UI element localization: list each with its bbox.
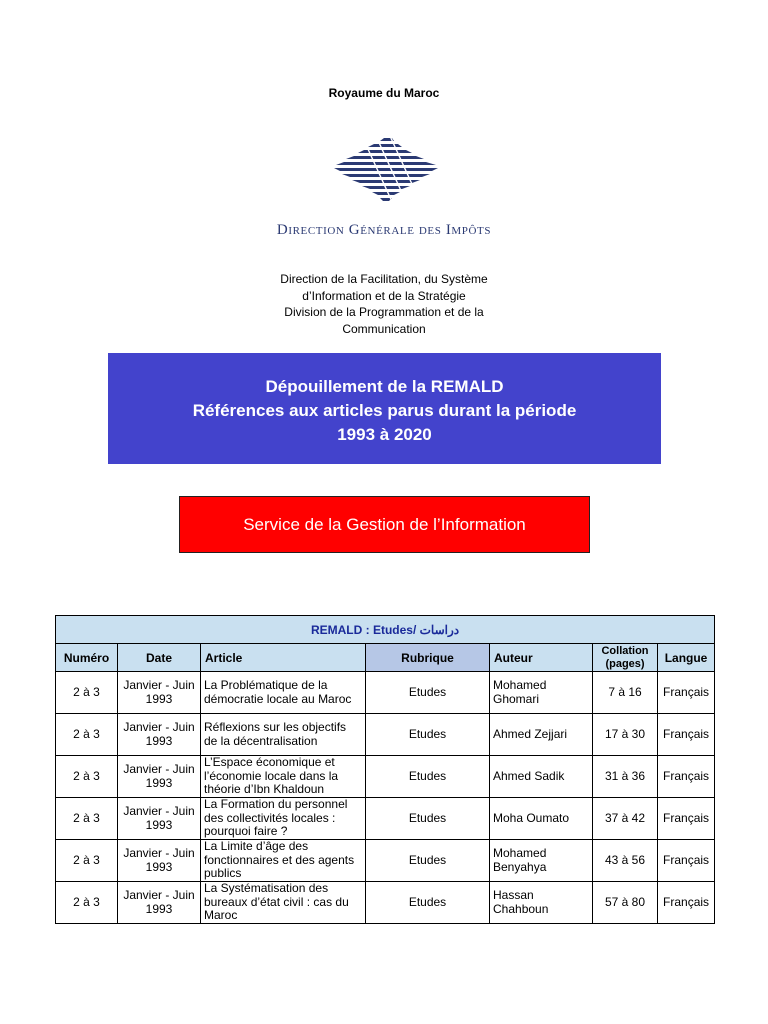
cell-article: Réflexions sur les objectifs de la décentralisation — [201, 714, 366, 756]
department-block — [0, 271, 768, 337]
cell-langue: Français — [658, 714, 715, 756]
table-row — [56, 798, 715, 840]
cell-auteur: Mohamed Ghomari — [490, 672, 593, 714]
cell-auteur: Mohamed Benyahya — [490, 840, 593, 882]
department-line: Communication — [342, 321, 426, 336]
cell-auteur: Ahmed Sadik — [490, 756, 593, 798]
cell-article: La Limite d’âge des fonctionnaires et des agents publics — [201, 840, 366, 882]
table-row — [56, 882, 715, 924]
title-line: 1993 à 2020 — [337, 425, 432, 444]
column-header-auteur: Auteur — [490, 644, 593, 672]
cell-langue: Français — [658, 882, 715, 924]
cell-rubrique: Etudes — [366, 714, 490, 756]
service-banner: Service de la Gestion de l’Information — [179, 496, 590, 553]
cell-numero: 2 à 3 — [56, 756, 118, 798]
cell-rubrique: Etudes — [366, 798, 490, 840]
cell-langue: Français — [658, 672, 715, 714]
column-header-collation: Collation (pages) — [593, 644, 658, 672]
cell-article: L’Espace économique et l’économie locale dans la théorie d’Ibn Khaldoun — [201, 756, 366, 798]
table-section-band: REMALD : Etudes/ دراسات — [56, 616, 715, 644]
column-header-rubrique: Rubrique — [366, 644, 490, 672]
cell-article: La Formation du personnel des collectivités locales : pourquoi faire ? — [201, 798, 366, 840]
cell-collation: 57 à 80 — [593, 882, 658, 924]
table-row — [56, 714, 715, 756]
department-line: Division de la Programmation et de la — [284, 305, 484, 319]
cell-date: Janvier - Juin 1993 — [118, 840, 201, 882]
table-row — [56, 756, 715, 798]
cell-date: Janvier - Juin 1993 — [118, 798, 201, 840]
document-title-box — [108, 353, 661, 464]
cell-auteur: Moha Oumato — [490, 798, 593, 840]
cell-article: La Systématisation des bureaux d’état civil : cas du Maroc — [201, 882, 366, 924]
cell-collation: 17 à 30 — [593, 714, 658, 756]
cell-numero: 2 à 3 — [56, 714, 118, 756]
column-header-langue: Langue — [658, 644, 715, 672]
cell-collation: 37 à 42 — [593, 798, 658, 840]
table-row — [56, 672, 715, 714]
cell-date: Janvier - Juin 1993 — [118, 672, 201, 714]
cell-auteur: Hassan Chahboun — [490, 882, 593, 924]
cell-rubrique: Etudes — [366, 672, 490, 714]
column-header-date: Date — [118, 644, 201, 672]
cell-numero: 2 à 3 — [56, 882, 118, 924]
dgi-logo — [332, 136, 440, 216]
cell-date: Janvier - Juin 1993 — [118, 756, 201, 798]
department-line: Direction de la Facilitation, du Système — [280, 272, 488, 286]
cell-collation: 31 à 36 — [593, 756, 658, 798]
articles-table — [55, 615, 715, 924]
cell-langue: Français — [658, 840, 715, 882]
cell-rubrique: Etudes — [366, 882, 490, 924]
table-row — [56, 840, 715, 882]
cell-collation: 7 à 16 — [593, 672, 658, 714]
department-line: d’Information et de la Stratégie — [302, 288, 466, 303]
cell-auteur: Ahmed Zejjari — [490, 714, 593, 756]
column-header-article: Article — [201, 644, 366, 672]
cell-date: Janvier - Juin 1993 — [118, 714, 201, 756]
title-line: Références aux articles parus durant la période — [192, 401, 577, 420]
cell-article: La Problématique de la démocratie locale au Maroc — [201, 672, 366, 714]
title-line: Dépouillement de la REMALD — [265, 377, 504, 396]
cell-numero: 2 à 3 — [56, 840, 118, 882]
cell-collation: 43 à 56 — [593, 840, 658, 882]
cell-langue: Français — [658, 798, 715, 840]
cell-numero: 2 à 3 — [56, 672, 118, 714]
column-header-numero: Numéro — [56, 644, 118, 672]
cell-numero: 2 à 3 — [56, 798, 118, 840]
cell-rubrique: Etudes — [366, 840, 490, 882]
cell-langue: Français — [658, 756, 715, 798]
cell-date: Janvier - Juin 1993 — [118, 882, 201, 924]
kingdom-heading: Royaume du Maroc — [328, 86, 440, 100]
cell-rubrique: Etudes — [366, 756, 490, 798]
organization-name: Direction Générale des Impôts — [276, 222, 492, 238]
